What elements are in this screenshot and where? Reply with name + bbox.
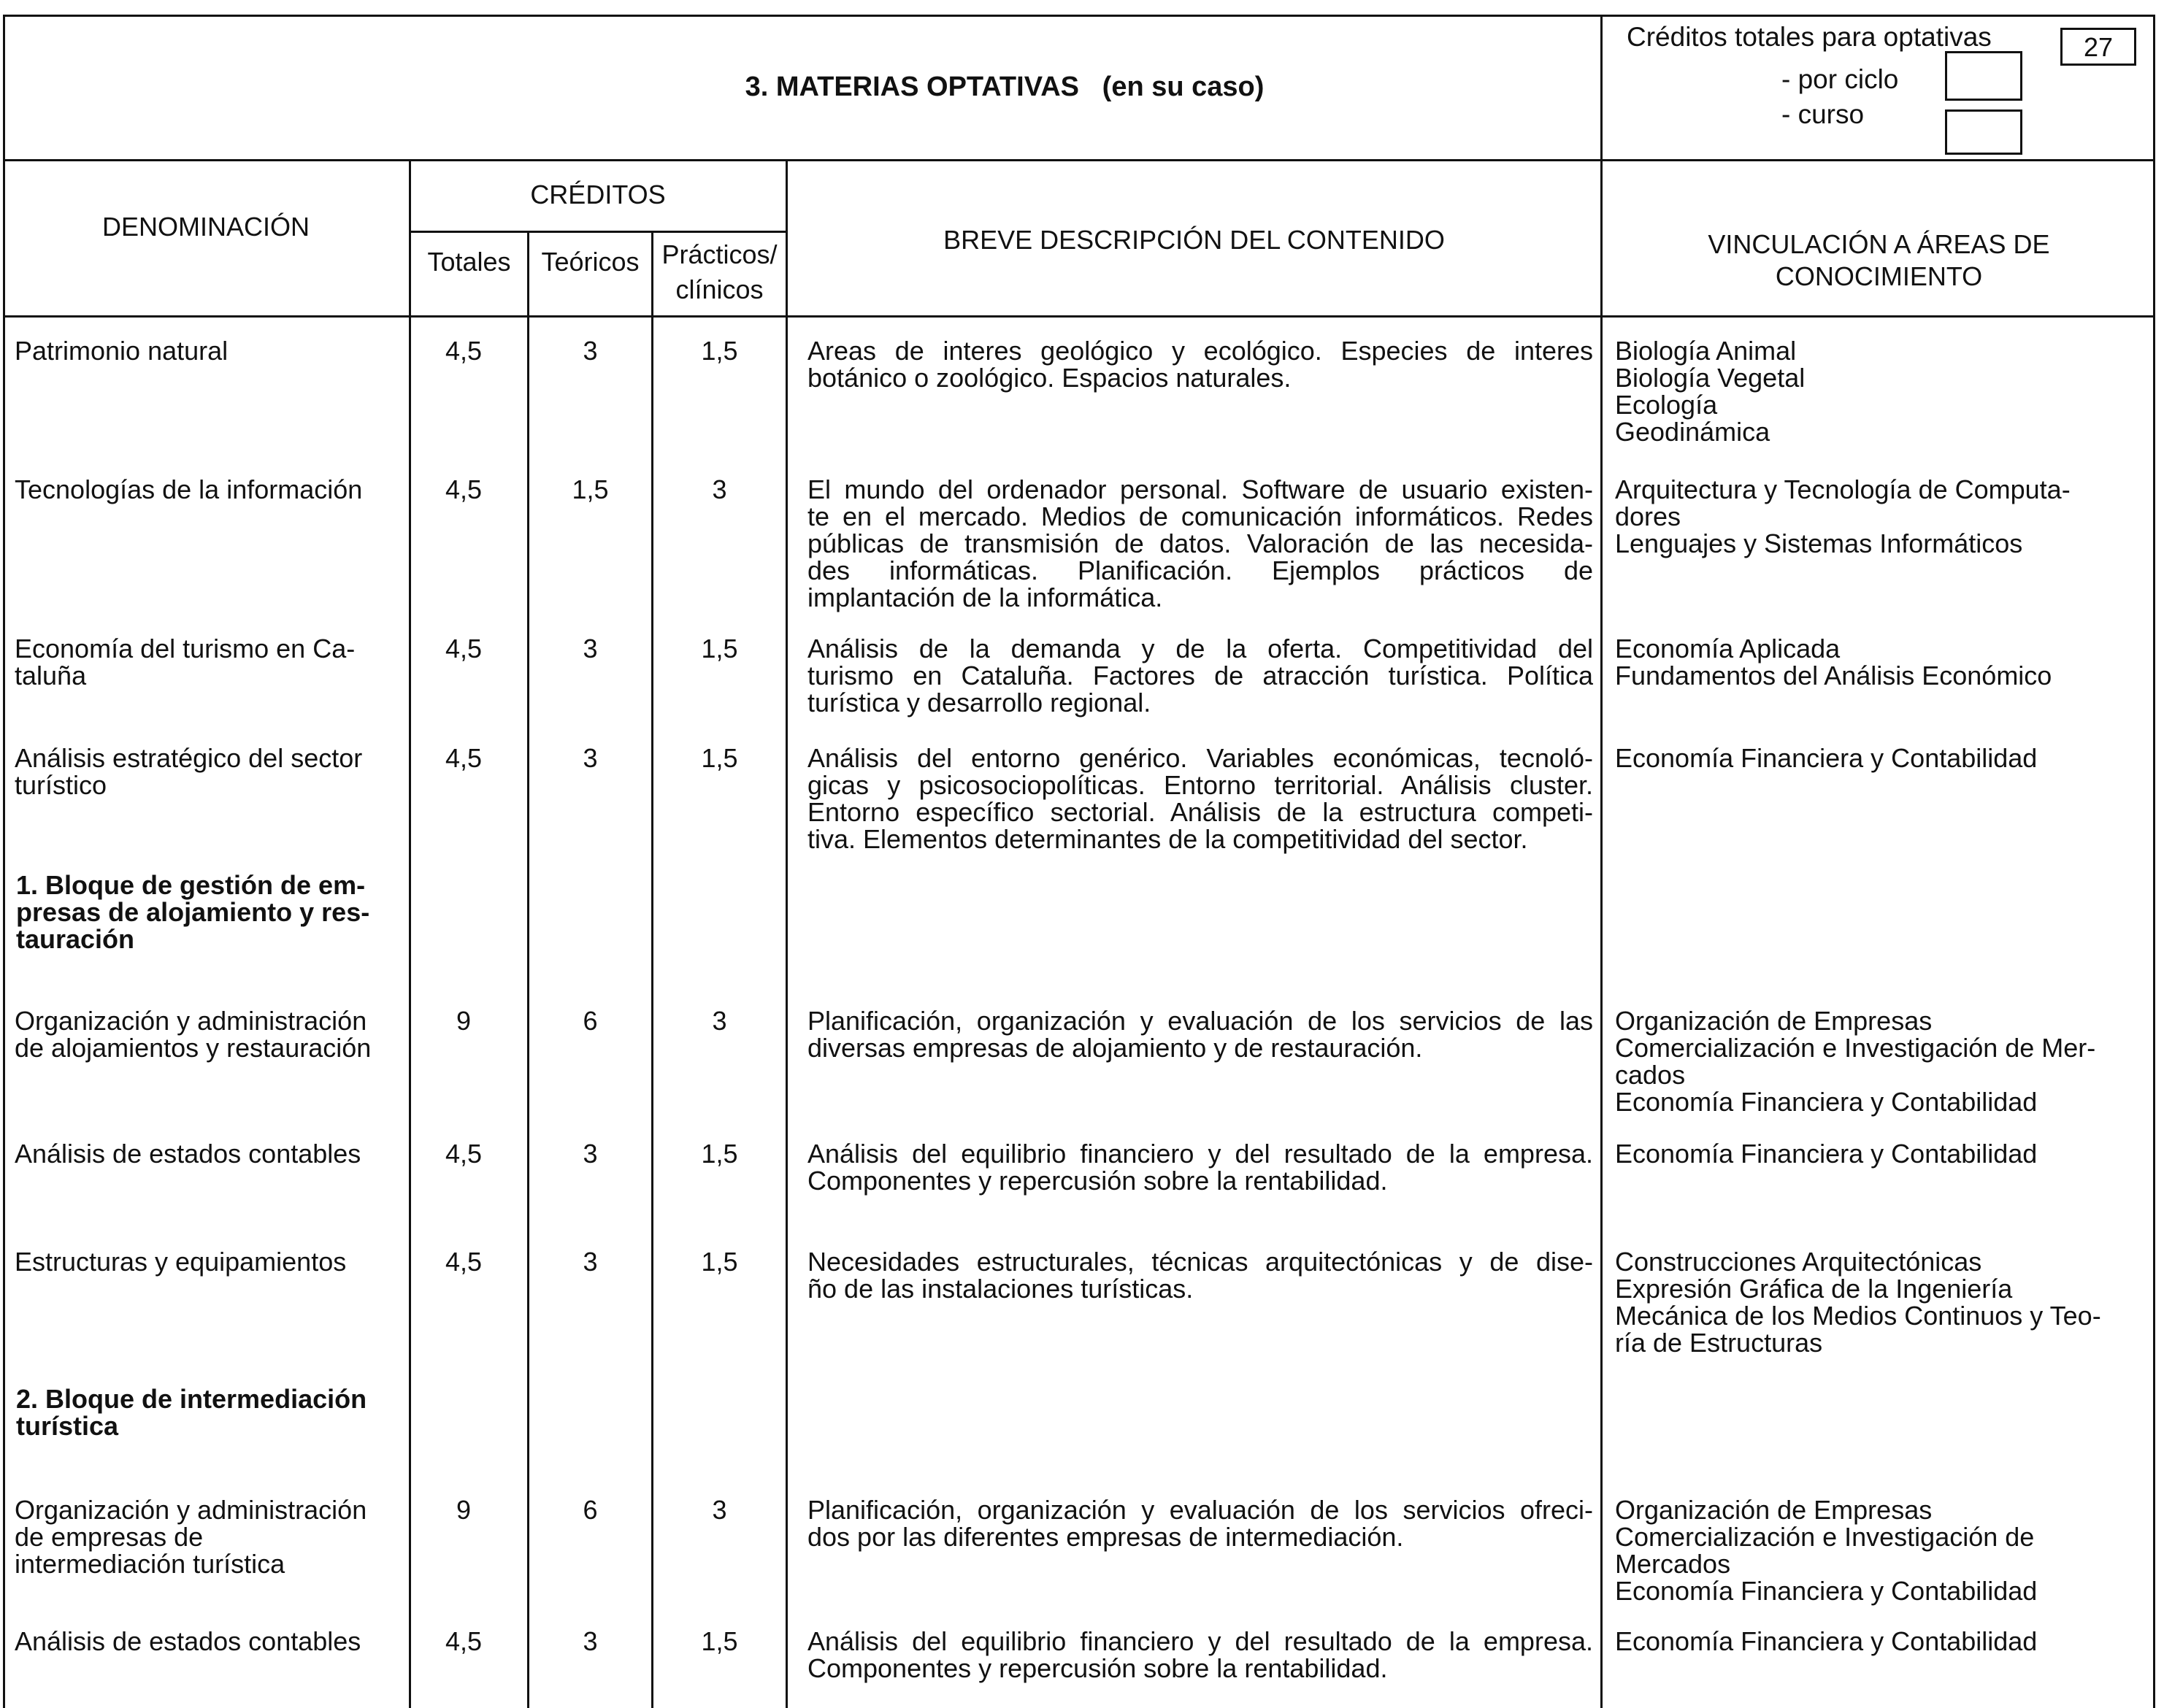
row-vinculacion-line: Fundamentos del Análisis Económico	[1615, 661, 2052, 690]
header-denominacion: DENOMINACIÓN	[101, 212, 310, 242]
row-practicos: 1,5	[701, 336, 738, 366]
row-denominacion	[15, 1628, 406, 1655]
row-descripcion-line: ño de las instalaciones turísticas.	[807, 1274, 1194, 1304]
row-teoricos: 3	[583, 1139, 598, 1169]
block-heading-line: tauración	[16, 924, 135, 954]
row-descripcion-line: Necesidades estructurales, técnicas arquitectónicas y de dise-	[807, 1247, 1593, 1277]
row-vinculacion	[1615, 337, 2141, 445]
row-descripcion-line: tiva. Elementos determinantes de la competitividad del sector.	[807, 824, 1528, 854]
row-vinculacion-line: Economía Financiera y Contabilidad	[1615, 1087, 2038, 1117]
row-descripcion	[807, 337, 1593, 391]
row-vinculacion-line: Comercialización e Investigación de	[1615, 1522, 2035, 1552]
row-vinculacion-line: Arquitectura y Tecnología de Computa-	[1615, 474, 2071, 504]
row-vinculacion	[1615, 1248, 2141, 1356]
row-teoricos: 3	[583, 1626, 598, 1656]
header-teoricos: Teóricos	[541, 247, 640, 277]
row-totales: 9	[456, 1006, 472, 1036]
row-vinculacion-line: Geodinámica	[1615, 417, 1770, 447]
row-totales: 4,5	[445, 1139, 483, 1169]
row-descripcion-line: Análisis de la demanda y de la oferta. Competitividad del	[807, 634, 1593, 663]
row-denominacion-line: turístico	[15, 770, 107, 800]
col-divider-teoricos	[527, 231, 529, 1708]
row-totales: 4,5	[445, 1626, 483, 1656]
row-denominacion-line: Organización y administración	[15, 1006, 367, 1036]
row-descripcion-line: Análisis del equilibrio financiero y del resultado de la empresa.	[807, 1626, 1593, 1656]
header-practicos-2: clínicos	[675, 274, 764, 304]
header-vinculacion-2: CONOCIMIENTO	[1775, 261, 1983, 291]
row-descripcion-line: El mundo del ordenador personal. Software de usuario existen-	[807, 474, 1593, 504]
row-descripcion-line: botánico o zoológico. Espacios naturales.	[807, 363, 1292, 393]
row-descripcion	[807, 635, 1593, 716]
row-vinculacion-line: Ecología	[1615, 390, 1718, 420]
row-descripcion-line: des informáticas. Planificación. Ejemplos prácticos de	[807, 555, 1593, 585]
per-cycle-label: - por ciclo	[1781, 64, 1899, 94]
row-descripcion-line: implantación de la informática.	[807, 582, 1163, 612]
row-teoricos: 3	[583, 336, 598, 366]
row-denominacion-line: Tecnologías de la información	[15, 474, 363, 504]
creditos-sub-rule	[409, 231, 787, 233]
row-denominacion-line: Estructuras y equipamientos	[15, 1247, 347, 1277]
row-vinculacion-line: Economía Financiera y Contabilidad	[1615, 1576, 2038, 1606]
header-practicos-1: Prácticos/	[661, 239, 778, 269]
row-descripcion-line: Componentes y repercusión sobre la rentabilidad.	[807, 1653, 1388, 1683]
row-vinculacion-line: Organización de Empresas	[1615, 1495, 1933, 1525]
row-vinculacion	[1615, 476, 2141, 557]
row-practicos: 3	[712, 474, 727, 504]
row-denominacion-line: Análisis estratégico del sector	[15, 743, 363, 773]
row-descripcion-line: diversas empresas de alojamiento y de restauración.	[807, 1033, 1423, 1063]
row-descripcion-line: dos por las diferentes empresas de intermediación.	[807, 1522, 1404, 1552]
row-descripcion	[807, 476, 1593, 611]
row-denominacion-line: de alojamientos y restauración	[15, 1033, 372, 1063]
row-practicos: 3	[712, 1495, 727, 1525]
row-descripcion-line: Planificación, organización y evaluación de los servicios ofreci-	[807, 1495, 1593, 1525]
row-denominacion	[15, 1140, 406, 1167]
row-descripcion-line: gicas y psicosociopolíticas. Entorno territorial. Análisis cluster.	[807, 770, 1593, 800]
credits-total-label: Créditos totales para optativas	[1627, 22, 1992, 52]
row-totales: 4,5	[445, 743, 483, 773]
row-practicos: 3	[712, 1006, 727, 1036]
row-vinculacion-line: Economía Aplicada	[1615, 634, 1841, 663]
block-heading	[16, 1385, 403, 1439]
row-descripcion-line: Planificación, organización y evaluación de los servicios de las	[807, 1006, 1593, 1036]
row-descripcion-line: Areas de interes geológico y ecológico. Especies de interes	[807, 336, 1593, 366]
course-label: - curso	[1781, 99, 1865, 129]
row-vinculacion	[1615, 1496, 2141, 1604]
row-descripcion-line: Análisis del equilibrio financiero y del resultado de la empresa.	[807, 1139, 1593, 1169]
row-denominacion-line: taluña	[15, 661, 87, 690]
row-vinculacion-line: dores	[1615, 501, 1681, 531]
section-title: 3. MATERIAS OPTATIVAS (en su caso)	[745, 72, 1265, 102]
row-vinculacion-line: Economía Financiera y Contabilidad	[1615, 1139, 2038, 1169]
block-heading-line: 1. Bloque de gestión de em-	[16, 870, 366, 900]
row-denominacion-line: Patrimonio natural	[15, 336, 229, 366]
row-teoricos: 3	[583, 634, 598, 663]
row-teoricos: 1,5	[572, 474, 609, 504]
row-vinculacion-line: Comercialización e Investigación de Mer-	[1615, 1033, 2096, 1063]
col-divider-descripcion	[786, 159, 788, 1708]
row-vinculacion-line: Expresión Gráfica de la Ingeniería	[1615, 1274, 2013, 1304]
row-totales: 4,5	[445, 474, 483, 504]
col-divider-practicos	[651, 231, 653, 1708]
per-cycle-box	[1945, 51, 2022, 101]
row-descripcion	[807, 1628, 1593, 1682]
row-vinculacion-line: Mecánica de los Medios Continuos y Teo-	[1615, 1301, 2101, 1331]
course-box	[1945, 109, 2022, 155]
block-heading-line: 2. Bloque de intermediación	[16, 1384, 367, 1414]
row-vinculacion	[1615, 1628, 2141, 1655]
header-vinculacion-1: VINCULACIÓN A ÁREAS DE	[1708, 229, 2050, 259]
row-practicos: 1,5	[701, 1247, 738, 1277]
row-descripcion	[807, 1248, 1593, 1302]
row-denominacion	[15, 337, 406, 364]
row-denominacion-line: Análisis de estados contables	[15, 1626, 361, 1656]
row-totales: 4,5	[445, 1247, 483, 1277]
row-vinculacion-line: Economía Financiera y Contabilidad	[1615, 743, 2038, 773]
row-practicos: 1,5	[701, 1626, 738, 1656]
row-teoricos: 6	[583, 1006, 598, 1036]
row-vinculacion-line: Lenguajes y Sistemas Informáticos	[1615, 528, 2023, 558]
row-denominacion	[15, 476, 406, 503]
row-vinculacion-line: Organización de Empresas	[1615, 1006, 1933, 1036]
credits-total-box	[2060, 28, 2136, 66]
credits-total-value: 27	[2083, 32, 2114, 62]
row-descripcion-line: te en el mercado. Medios de comunicación informáticos. Redes	[807, 501, 1593, 531]
row-descripcion-line: públicas de transmisión de datos. Valoración de las necesida-	[807, 528, 1593, 558]
block-heading-line: turística	[16, 1411, 119, 1441]
row-vinculacion	[1615, 635, 2141, 689]
row-denominacion	[15, 635, 406, 689]
row-descripcion	[807, 1140, 1593, 1194]
row-denominacion-line: Análisis de estados contables	[15, 1139, 361, 1169]
header-totales: Totales	[427, 247, 511, 277]
row-vinculacion	[1615, 745, 2141, 772]
row-vinculacion-line: Biología Vegetal	[1615, 363, 1806, 393]
block-heading	[16, 872, 403, 953]
row-denominacion-line: de empresas de	[15, 1522, 204, 1552]
row-denominacion-line: intermediación turística	[15, 1549, 285, 1579]
row-totales: 9	[456, 1495, 472, 1525]
row-descripcion	[807, 1496, 1593, 1550]
row-descripcion-line: Componentes y repercusión sobre la rentabilidad.	[807, 1166, 1388, 1196]
column-header-bottom-rule	[3, 315, 2155, 318]
row-descripcion	[807, 745, 1593, 853]
header-descripcion: BREVE DESCRIPCIÓN DEL CONTENIDO	[943, 225, 1445, 255]
row-descripcion-line: Análisis del entorno genérico. Variables económicas, tecnoló-	[807, 743, 1593, 773]
row-denominacion	[15, 745, 406, 799]
row-totales: 4,5	[445, 336, 483, 366]
row-teoricos: 6	[583, 1495, 598, 1525]
row-denominacion-line: Economía del turismo en Ca-	[15, 634, 356, 663]
row-descripcion	[807, 1007, 1593, 1061]
row-vinculacion-line: cados	[1615, 1060, 1686, 1090]
row-denominacion	[15, 1496, 406, 1577]
row-practicos: 1,5	[701, 743, 738, 773]
row-vinculacion-line: Mercados	[1615, 1549, 1731, 1579]
row-descripcion-line: turística y desarrollo regional.	[807, 688, 1151, 718]
row-totales: 4,5	[445, 634, 483, 663]
row-teoricos: 3	[583, 1247, 598, 1277]
row-denominacion	[15, 1248, 406, 1275]
col-divider-totales	[409, 159, 411, 1708]
row-vinculacion-line: Economía Financiera y Contabilidad	[1615, 1626, 2038, 1656]
row-vinculacion-line: ría de Estructuras	[1615, 1328, 1823, 1358]
row-descripcion-line: Entorno específico sectorial. Análisis de la estructura competi-	[807, 797, 1593, 827]
row-denominacion-line: Organización y administración	[15, 1495, 367, 1525]
row-denominacion	[15, 1007, 406, 1061]
row-teoricos: 3	[583, 743, 598, 773]
header-bottom-rule	[3, 159, 2155, 161]
row-vinculacion	[1615, 1007, 2141, 1115]
block-heading-line: presas de alojamiento y res-	[16, 897, 370, 927]
row-vinculacion	[1615, 1140, 2141, 1167]
row-vinculacion-line: Biología Animal	[1615, 336, 1797, 366]
row-vinculacion-line: Construcciones Arquitectónicas	[1615, 1247, 1982, 1277]
header-creditos: CRÉDITOS	[530, 180, 666, 209]
row-practicos: 1,5	[701, 634, 738, 663]
row-descripcion-line: turismo en Cataluña. Factores de atracción turística. Política	[807, 661, 1593, 690]
row-practicos: 1,5	[701, 1139, 738, 1169]
